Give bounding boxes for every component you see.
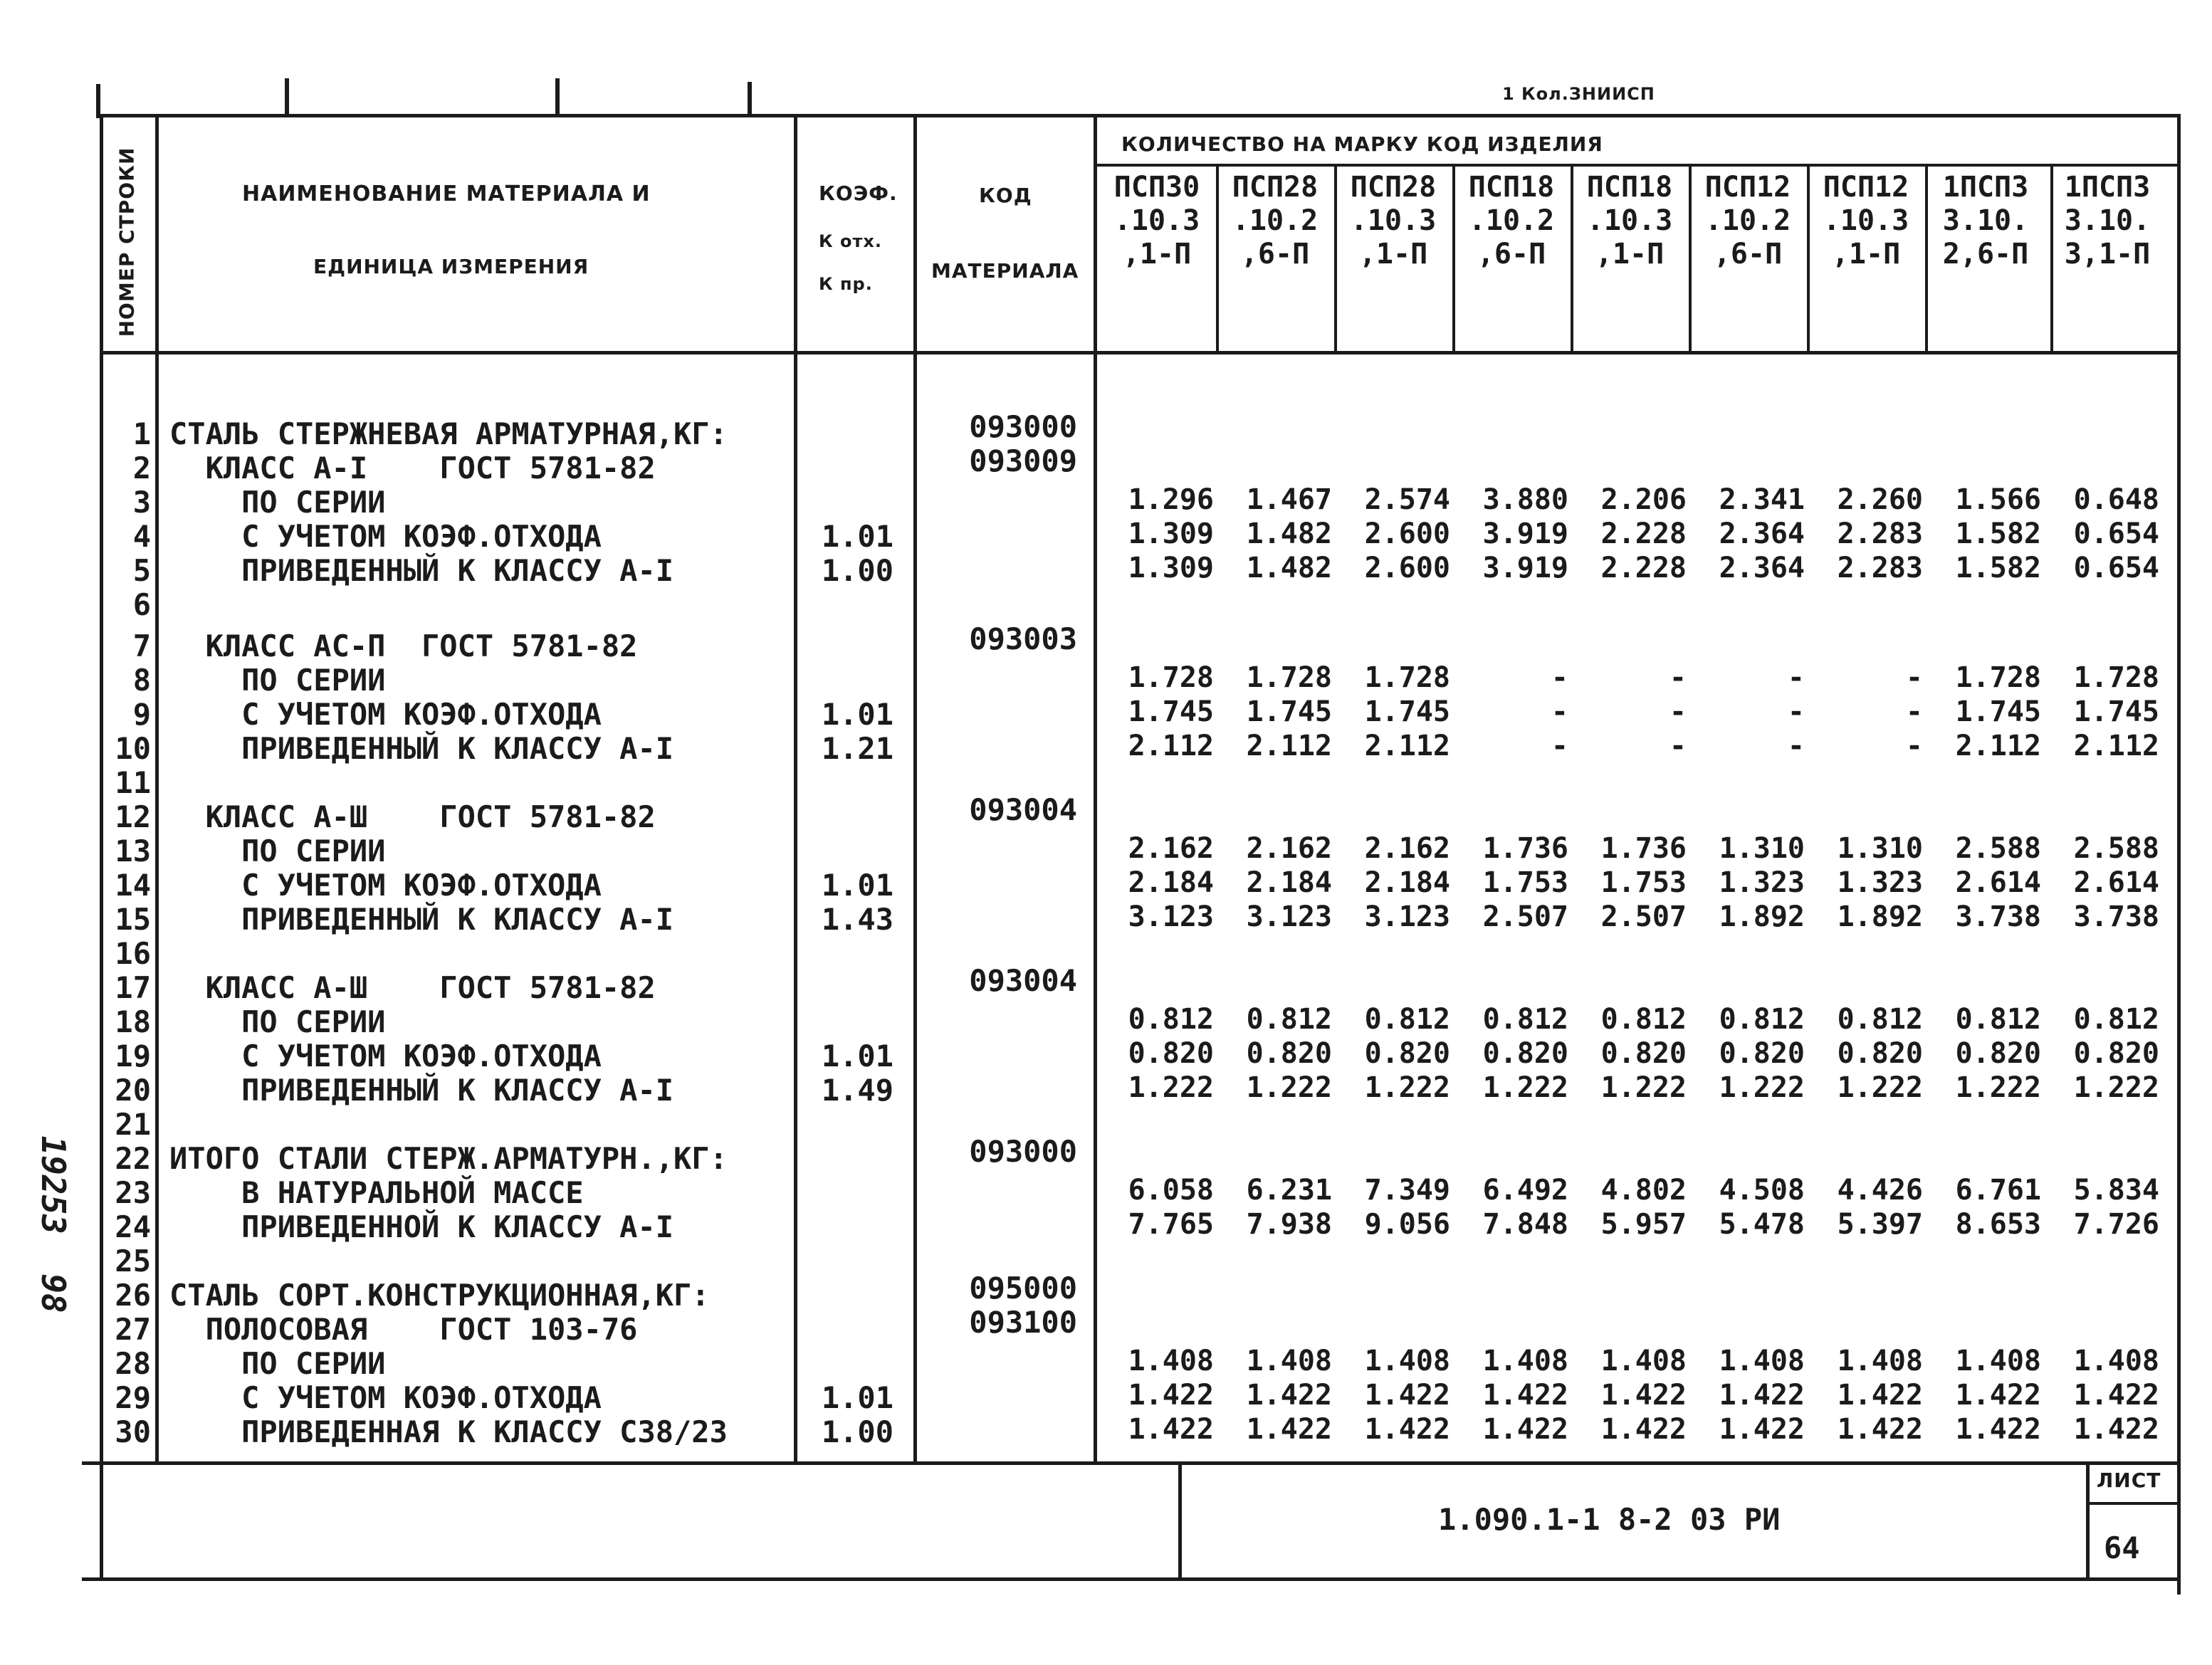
coef-header-line1: КОЭФ. — [819, 182, 898, 205]
quantity-value: 1.422 — [1600, 1413, 1687, 1446]
row-number: 25 — [115, 1244, 151, 1278]
quantity-value: - — [1551, 730, 1568, 762]
quantity-value: 3.123 — [1246, 900, 1332, 933]
material-name: СТАЛЬ СОРТ.КОНСТРУКЦИОННАЯ,КГ: — [169, 1278, 710, 1313]
row-number: 3 — [132, 485, 151, 520]
row-number: 7 — [132, 629, 151, 663]
quantity-value: 1.408 — [1837, 1345, 1923, 1377]
row-number: 1 — [132, 416, 151, 451]
quantity-value: 0.820 — [2073, 1037, 2159, 1070]
row-number: 23 — [115, 1175, 151, 1210]
coefficient: 1.00 — [821, 1414, 893, 1449]
quantity-value: 0.820 — [1482, 1037, 1568, 1070]
quantity-value: 2.588 — [1955, 832, 2041, 865]
sheet-label: ЛИСТ — [2097, 1469, 2161, 1492]
quantity-value: 4.802 — [1600, 1174, 1687, 1207]
coefficient: 1.01 — [821, 519, 893, 554]
coefficient: 1.43 — [821, 902, 893, 937]
code-header-line1: КОД — [979, 184, 1032, 207]
material-code: 095000 — [969, 1271, 1077, 1306]
coefficient: 1.01 — [821, 1039, 893, 1073]
quantity-value: 0.820 — [1837, 1037, 1923, 1070]
material-code: 093003 — [969, 621, 1077, 656]
sheet-number: 64 — [2104, 1530, 2140, 1565]
quantity-value: 0.812 — [1482, 1003, 1568, 1036]
coefficient: 1.01 — [821, 868, 893, 903]
quantity-value: 1.222 — [1955, 1071, 2041, 1104]
quantity-value: 3.738 — [1955, 900, 2041, 933]
quantity-value: 0.654 — [2073, 552, 2159, 584]
quantity-value: 1.582 — [1955, 552, 2041, 584]
quantity-value: 1.422 — [1600, 1379, 1687, 1412]
quantity-value: 5.834 — [2073, 1174, 2159, 1207]
quantity-value: 3.123 — [1364, 900, 1450, 933]
row-number: 5 — [132, 553, 151, 588]
quantity-value: - — [1669, 695, 1687, 728]
quantity-value: 4.508 — [1719, 1174, 1805, 1207]
row-number: 8 — [132, 663, 151, 698]
material-code: 093004 — [969, 963, 1077, 998]
material-name: КЛАСС А-Ш ГОСТ 5781-82 — [169, 970, 656, 1005]
quantity-value: 1.582 — [1955, 518, 2041, 550]
quantity-value: 2.162 — [1128, 832, 1214, 865]
quantity-value: 1.745 — [1246, 695, 1332, 728]
quantity-value: - — [1669, 661, 1687, 694]
material-name: ПРИВЕДЕННОЙ К КЛАССУ А-I — [169, 1209, 674, 1244]
row-number: 10 — [115, 731, 151, 766]
material-name: КЛАСС АС-П ГОСТ 5781-82 — [169, 629, 638, 663]
quantity-value: 6.492 — [1482, 1174, 1568, 1207]
row-number: 4 — [132, 519, 151, 554]
quantity-value: 3.880 — [1482, 483, 1568, 516]
quantity-value: 5.957 — [1600, 1208, 1687, 1241]
row-number: 18 — [115, 1004, 151, 1039]
quantity-value: 1.745 — [2073, 695, 2159, 728]
quantity-value: 0.820 — [1128, 1037, 1214, 1070]
quantity-value: 6.058 — [1128, 1174, 1214, 1207]
material-name: С УЧЕТОМ КОЭФ.ОТХОДА — [169, 519, 602, 554]
quantity-value: 7.349 — [1364, 1174, 1450, 1207]
quantity-value: 0.820 — [1364, 1037, 1450, 1070]
material-name: КЛАСС А-Ш ГОСТ 5781-82 — [169, 799, 656, 834]
quantity-value: 1.892 — [1837, 900, 1923, 933]
coef-header-line3: К пр. — [819, 274, 873, 294]
quantity-value: - — [1905, 730, 1923, 762]
quantity-value: 1.222 — [1364, 1071, 1450, 1104]
row-number: 19 — [115, 1039, 151, 1073]
quantity-value: 7.938 — [1246, 1208, 1332, 1241]
material-name: С УЧЕТОМ КОЭФ.ОТХОДА — [169, 697, 602, 732]
quantity-value: 2.162 — [1246, 832, 1332, 865]
quantity-value: 8.653 — [1955, 1208, 2041, 1241]
row-number: 29 — [115, 1380, 151, 1415]
quantity-value: 1.309 — [1128, 518, 1214, 550]
quantity-value: 1.753 — [1600, 866, 1687, 899]
document-code: 1.090.1-1 8-2 03 РИ — [1438, 1502, 1781, 1537]
quantity-value: 1.422 — [1837, 1413, 1923, 1446]
quantity-value: 2.112 — [1364, 730, 1450, 762]
quantity-value: 6.231 — [1246, 1174, 1332, 1207]
quantity-value: 2.206 — [1600, 483, 1687, 516]
material-name: ПО СЕРИИ — [169, 485, 386, 520]
quantity-value: 2.112 — [1246, 730, 1332, 762]
material-name: ПРИВЕДЕННАЯ К КЛАССУ С38/23 — [169, 1414, 728, 1449]
quantity-value: 2.228 — [1600, 552, 1687, 584]
coefficient: 1.21 — [821, 731, 893, 766]
quantity-value: 1.408 — [1364, 1345, 1450, 1377]
quantity-value: 1.422 — [1719, 1413, 1805, 1446]
material-name: ПРИВЕДЕННЫЙ К КЛАССУ А-I — [169, 902, 674, 937]
quantity-value: 7.726 — [2073, 1208, 2159, 1241]
material-code: 093000 — [969, 409, 1077, 444]
quantity-value: 1.422 — [2073, 1379, 2159, 1412]
material-name: В НАТУРАЛЬНОЙ МАССЕ — [169, 1175, 584, 1210]
quantity-value: 1.728 — [1246, 661, 1332, 694]
quantity-value: 5.478 — [1719, 1208, 1805, 1241]
material-name: С УЧЕТОМ КОЭФ.ОТХОДА — [169, 1039, 602, 1073]
material-code: 093000 — [969, 1134, 1077, 1169]
quantity-value: 2.184 — [1128, 866, 1214, 899]
quantity-value: 1.422 — [1837, 1379, 1923, 1412]
quantity-value: 2.588 — [2073, 832, 2159, 865]
quantity-value: 2.283 — [1837, 552, 1923, 584]
quantity-value: 1.482 — [1246, 518, 1332, 550]
material-name: ИТОГО СТАЛИ СТЕРЖ.АРМАТУРН.,КГ: — [169, 1141, 728, 1176]
quantity-value: 0.812 — [1837, 1003, 1923, 1036]
quantity-value: 1.408 — [1600, 1345, 1687, 1377]
top-note: 1 Кол.ЗНИИСП — [1502, 84, 1655, 104]
quantity-value: 1.408 — [1128, 1345, 1214, 1377]
quantity-value: 2.184 — [1246, 866, 1332, 899]
row-number: 2 — [132, 451, 151, 485]
coefficient: 1.01 — [821, 1380, 893, 1415]
material-name: С УЧЕТОМ КОЭФ.ОТХОДА — [169, 868, 602, 903]
row-number: 22 — [115, 1141, 151, 1176]
quantity-value: 1.892 — [1719, 900, 1805, 933]
material-name: ПРИВЕДЕННЫЙ К КЛАССУ А-I — [169, 731, 674, 766]
quantity-value: 1.222 — [1246, 1071, 1332, 1104]
quantity-value: 0.820 — [1246, 1037, 1332, 1070]
row-number: 26 — [115, 1278, 151, 1313]
quantity-value: 7.848 — [1482, 1208, 1568, 1241]
quantity-value: 0.812 — [1600, 1003, 1687, 1036]
product-column-header: 1ПСП3 3.10. 2,6-П — [1942, 171, 2029, 271]
quantity-value: 1.745 — [1364, 695, 1450, 728]
quantity-value: 1.323 — [1719, 866, 1805, 899]
quantity-value: 5.397 — [1837, 1208, 1923, 1241]
quantity-value: 1.728 — [1128, 661, 1214, 694]
quantity-value: 1.408 — [1246, 1345, 1332, 1377]
quantity-value: 1.408 — [1482, 1345, 1568, 1377]
material-name: ПО СЕРИИ — [169, 834, 386, 868]
margin-annotation: 19253 98 — [34, 1135, 73, 1313]
material-code: 093004 — [969, 792, 1077, 827]
quantity-value: 3.919 — [1482, 518, 1568, 550]
quantity-value: 4.426 — [1837, 1174, 1923, 1207]
coefficient: 1.49 — [821, 1073, 893, 1108]
quantity-value: 2.600 — [1364, 552, 1450, 584]
quantity-value: 1.728 — [1364, 661, 1450, 694]
quantity-value: 1.482 — [1246, 552, 1332, 584]
row-number: 9 — [132, 697, 151, 732]
quantity-value: 2.600 — [1364, 518, 1450, 550]
quantity-value: - — [1551, 661, 1568, 694]
row-number: 6 — [132, 587, 151, 622]
coef-header-line2: К отх. — [819, 231, 882, 251]
quantity-value: 2.112 — [1955, 730, 2041, 762]
quantity-value: 1.310 — [1837, 832, 1923, 865]
quantity-value: 1.736 — [1600, 832, 1687, 865]
quantity-value: 2.341 — [1719, 483, 1805, 516]
row-number: 12 — [115, 799, 151, 834]
product-column-header: ПСП12 .10.2 ,6-П — [1704, 171, 1791, 271]
quantity-value: 1.222 — [1482, 1071, 1568, 1104]
quantity-value: 1.422 — [1482, 1379, 1568, 1412]
quantity-value: 1.422 — [1364, 1413, 1450, 1446]
coefficient: 1.00 — [821, 553, 893, 588]
quantity-value: 1.422 — [2073, 1413, 2159, 1446]
quantity-value: 1.422 — [1482, 1413, 1568, 1446]
quantity-value: 6.761 — [1955, 1174, 2041, 1207]
quantity-value: 0.812 — [1246, 1003, 1332, 1036]
row-number: 17 — [115, 970, 151, 1005]
row-number: 30 — [115, 1414, 151, 1449]
material-code: 093100 — [969, 1305, 1077, 1340]
quantity-header: КОЛИЧЕСТВО НА МАРКУ КОД ИЗДЕЛИЯ — [1121, 132, 1603, 156]
row-number: 21 — [115, 1107, 151, 1142]
material-name: ПО СЕРИИ — [169, 1346, 386, 1381]
quantity-value: 2.112 — [2073, 730, 2159, 762]
row-number: 16 — [115, 936, 151, 971]
quantity-value: - — [1905, 695, 1923, 728]
quantity-value: - — [1787, 695, 1805, 728]
product-column-header: ПСП12 .10.3 ,1-П — [1823, 171, 1909, 271]
quantity-value: 1.408 — [2073, 1345, 2159, 1377]
quantity-value: - — [1551, 695, 1568, 728]
row-number: 13 — [115, 834, 151, 868]
quantity-value: 1.467 — [1246, 483, 1332, 516]
row-number: 20 — [115, 1073, 151, 1108]
material-name: ПРИВЕДЕННЫЙ К КЛАССУ А-I — [169, 1073, 674, 1108]
quantity-value: 1.222 — [2073, 1071, 2159, 1104]
quantity-value: 0.812 — [2073, 1003, 2159, 1036]
quantity-value: 1.745 — [1955, 695, 2041, 728]
quantity-value: 1.422 — [1364, 1379, 1450, 1412]
row-number: 27 — [115, 1312, 151, 1347]
row-number: 11 — [115, 765, 151, 800]
quantity-value: 2.507 — [1482, 900, 1568, 933]
material-name: ПО СЕРИИ — [169, 1004, 386, 1039]
quantity-value: 2.574 — [1364, 483, 1450, 516]
quantity-value: 1.310 — [1719, 832, 1805, 865]
quantity-value: 2.162 — [1364, 832, 1450, 865]
code-header-line2: МАТЕРИАЛА — [931, 259, 1079, 283]
quantity-value: 2.228 — [1600, 518, 1687, 550]
product-column-header: 1ПСП3 3.10. 3,1-П — [2064, 171, 2151, 271]
quantity-value: 1.422 — [1955, 1379, 2041, 1412]
quantity-value: 1.408 — [1955, 1345, 2041, 1377]
row-number: 14 — [115, 868, 151, 903]
material-name: С УЧЕТОМ КОЭФ.ОТХОДА — [169, 1380, 602, 1415]
quantity-value: 3.123 — [1128, 900, 1214, 933]
quantity-value: 1.222 — [1719, 1071, 1805, 1104]
quantity-value: 1.422 — [1955, 1413, 2041, 1446]
quantity-value: 0.820 — [1600, 1037, 1687, 1070]
quantity-value: 1.309 — [1128, 552, 1214, 584]
material-code: 093009 — [969, 443, 1077, 478]
material-name: КЛАСС А-I ГОСТ 5781-82 — [169, 451, 656, 485]
product-column-header: ПСП18 .10.2 ,6-П — [1468, 171, 1555, 271]
quantity-value: 1.222 — [1128, 1071, 1214, 1104]
quantity-value: 0.820 — [1719, 1037, 1805, 1070]
quantity-value: 9.056 — [1364, 1208, 1450, 1241]
name-header-line2: ЕДИНИЦА ИЗМЕРЕНИЯ — [313, 255, 589, 278]
material-name: ПОЛОСОВАЯ ГОСТ 103-76 — [169, 1312, 638, 1347]
quantity-value: 0.654 — [2073, 518, 2159, 550]
quantity-value: 2.507 — [1600, 900, 1687, 933]
name-header-line1: НАИМЕНОВАНИЕ МАТЕРИАЛА И — [242, 182, 651, 206]
product-column-header: ПСП28 .10.3 ,1-П — [1350, 171, 1437, 271]
quantity-value: 2.364 — [1719, 518, 1805, 550]
row-number: 24 — [115, 1209, 151, 1244]
quantity-value: 2.614 — [2073, 866, 2159, 899]
quantity-value: 1.422 — [1246, 1379, 1332, 1412]
quantity-value: 1.728 — [1955, 661, 2041, 694]
material-name: ПО СЕРИИ — [169, 663, 386, 698]
quantity-value: 1.566 — [1955, 483, 2041, 516]
product-column-header: ПСП30 .10.3 ,1-П — [1113, 171, 1200, 271]
quantity-value: 1.422 — [1719, 1379, 1805, 1412]
quantity-value: 2.364 — [1719, 552, 1805, 584]
quantity-value: 1.408 — [1719, 1345, 1805, 1377]
quantity-value: - — [1669, 730, 1687, 762]
quantity-value: 2.112 — [1128, 730, 1214, 762]
quantity-value: 3.919 — [1482, 552, 1568, 584]
quantity-value: 2.184 — [1364, 866, 1450, 899]
quantity-value: - — [1905, 661, 1923, 694]
quantity-value: 1.745 — [1128, 695, 1214, 728]
quantity-value: 1.736 — [1482, 832, 1568, 865]
quantity-value: 2.260 — [1837, 483, 1923, 516]
quantity-value: 7.765 — [1128, 1208, 1214, 1241]
quantity-value: - — [1787, 730, 1805, 762]
quantity-value: - — [1787, 661, 1805, 694]
quantity-value: 1.222 — [1837, 1071, 1923, 1104]
row-number: 15 — [115, 902, 151, 937]
quantity-value: 0.820 — [1955, 1037, 2041, 1070]
product-column-header: ПСП18 .10.3 ,1-П — [1586, 171, 1673, 271]
quantity-value: 1.422 — [1128, 1413, 1214, 1446]
quantity-value: 3.738 — [2073, 900, 2159, 933]
quantity-value: 1.422 — [1246, 1413, 1332, 1446]
quantity-value: 2.614 — [1955, 866, 2041, 899]
quantity-value: 1.222 — [1600, 1071, 1687, 1104]
row-number-header: НОМЕР СТРОКИ — [115, 147, 139, 337]
quantity-value: 0.812 — [1955, 1003, 2041, 1036]
quantity-value: 0.812 — [1128, 1003, 1214, 1036]
quantity-value: 1.728 — [2073, 661, 2159, 694]
coefficient: 1.01 — [821, 697, 893, 732]
material-name: СТАЛЬ СТЕРЖНЕВАЯ АРМАТУРНАЯ,КГ: — [169, 416, 728, 451]
quantity-value: 0.648 — [2073, 483, 2159, 516]
quantity-value: 1.422 — [1128, 1379, 1214, 1412]
quantity-value: 2.283 — [1837, 518, 1923, 550]
material-name: ПРИВЕДЕННЫЙ К КЛАССУ А-I — [169, 553, 674, 588]
quantity-value: 0.812 — [1364, 1003, 1450, 1036]
row-number: 28 — [115, 1346, 151, 1381]
quantity-value: 1.323 — [1837, 866, 1923, 899]
quantity-value: 1.296 — [1128, 483, 1214, 516]
quantity-value: 1.753 — [1482, 866, 1568, 899]
product-column-header: ПСП28 .10.2 ,6-П — [1232, 171, 1319, 271]
quantity-value: 0.812 — [1719, 1003, 1805, 1036]
